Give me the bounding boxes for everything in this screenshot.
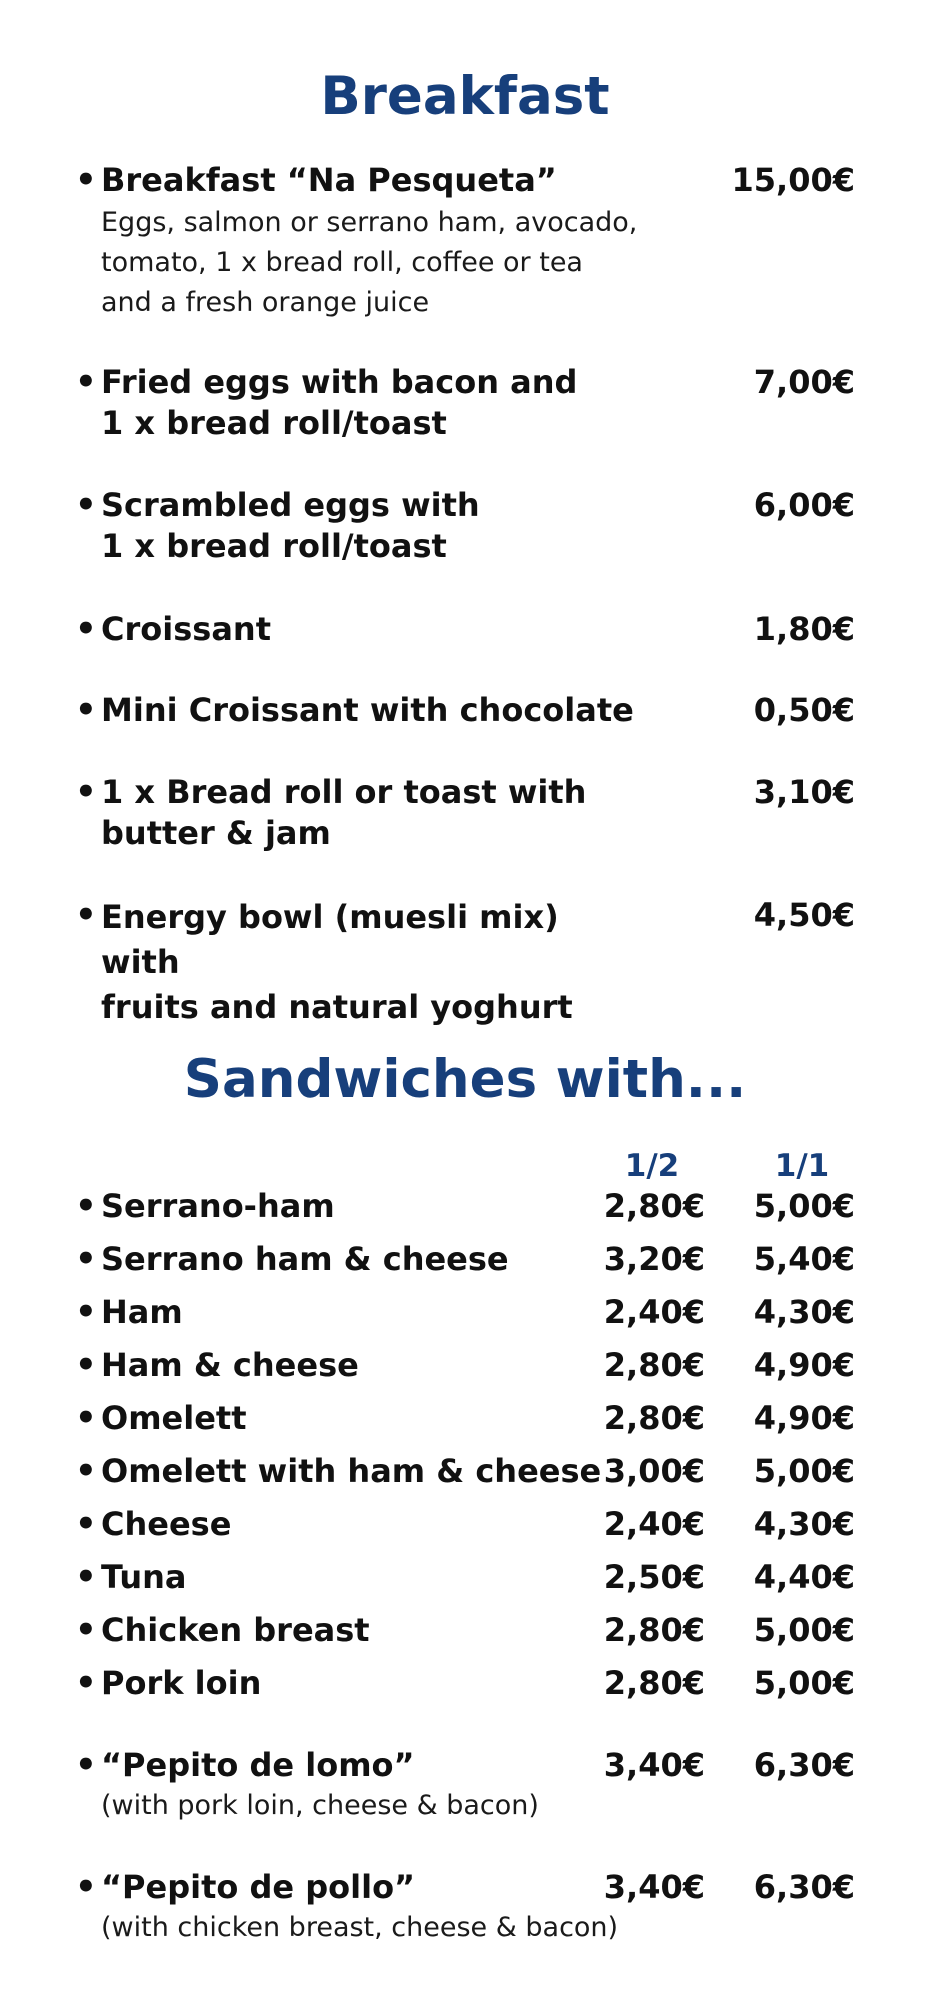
price-half: 2,80€ [603,1664,705,1702]
bullet: • [75,1557,97,1597]
price-half: 2,40€ [603,1505,705,1543]
menu-item [75,609,855,650]
item-price: 1,80€ [753,610,855,648]
price-half: 2,50€ [603,1558,705,1596]
price-full: 5,40€ [753,1240,855,1278]
bullet: • [75,1186,97,1226]
bullet: • [75,1239,97,1279]
price-full: 6,30€ [753,1746,855,1784]
price-half: 2,80€ [603,1611,705,1649]
price-full: 5,00€ [753,1611,855,1649]
item-price: 4,50€ [753,896,855,934]
item-name: Mini Croissant with chocolate [101,691,634,729]
menu-item [75,485,855,567]
price-half: 2,80€ [603,1346,705,1384]
item-name: Scrambled eggs with 1 x bread roll/toast [101,486,480,565]
sandwich-row [75,1292,855,1333]
price-half: 3,00€ [603,1452,705,1490]
sandwich-row [75,1451,855,1492]
sandwich-row [75,1867,855,1952]
bullet: • [75,485,97,525]
item-name: Omelett with ham & cheese [101,1452,602,1490]
price-full: 5,00€ [753,1452,855,1490]
bullet: • [75,362,97,402]
item-name: Tuna [101,1558,187,1596]
bullet: • [75,1745,97,1785]
sandwich-row [75,1398,855,1439]
price-half: 2,80€ [603,1399,705,1437]
bullet: • [75,1663,97,1703]
sandwich-row [75,1345,855,1386]
item-description: (with chicken breast, cheese & bacon) [101,1912,619,1943]
bullet: • [75,895,97,935]
menu-item [75,362,855,444]
item-name: Energy bowl (muesli mix) with fruits and natural yoghurt [101,898,573,1026]
price-full: 5,00€ [753,1187,855,1225]
sandwich-row [75,1239,855,1280]
item-description: (with pork loin, cheese & bacon) [101,1790,539,1821]
sandwich-row [75,1610,855,1651]
price-half: 3,20€ [603,1240,705,1278]
price-full: 4,30€ [753,1505,855,1543]
bullet: • [75,160,97,200]
sandwich-row [75,1663,855,1704]
item-name: “Pepito de pollo” [101,1868,416,1906]
price-full: 6,30€ [753,1868,855,1906]
menu-item [75,772,855,854]
bullet: • [75,1292,97,1332]
item-name: Ham [101,1293,183,1331]
bullet: • [75,772,97,812]
sandwich-row [75,1745,855,1830]
price-full: 4,30€ [753,1293,855,1331]
item-price: 6,00€ [753,486,855,524]
price-half: 2,80€ [603,1187,705,1225]
item-name: Serrano ham & cheese [101,1240,509,1278]
item-name: Serrano-ham [101,1187,335,1225]
item-name: Omelett [101,1399,247,1437]
sandwich-row [75,1504,855,1545]
price-full: 4,40€ [753,1558,855,1596]
sandwich-row [75,1557,855,1598]
column-header-full: 1/1 [774,1148,830,1184]
sandwiches-heading: Sandwiches with... [183,1049,747,1110]
item-price: 3,10€ [753,773,855,811]
item-description: Eggs, salmon or serrano ham, avocado, tomato, 1 x bread roll, coffee or tea and a fresh orange juice [101,207,638,318]
item-price: 0,50€ [753,691,855,729]
price-full: 4,90€ [753,1399,855,1437]
price-half: 3,40€ [603,1868,705,1906]
item-name: Pork loin [101,1664,262,1702]
menu-item [75,160,855,330]
bullet: • [75,1345,97,1385]
price-full: 5,00€ [753,1664,855,1702]
price-half: 3,40€ [603,1746,705,1784]
menu-item [75,690,855,731]
item-name: Croissant [101,610,271,648]
item-name: Ham & cheese [101,1346,359,1384]
item-name: 1 x Bread roll or toast with butter & jam [101,773,587,852]
bullet: • [75,1504,97,1544]
sandwich-row [75,1186,855,1227]
bullet: • [75,609,97,649]
item-price: 15,00€ [731,161,855,199]
bullet: • [75,1610,97,1650]
item-name: Fried eggs with bacon and 1 x bread roll/toast [101,363,578,442]
column-header-half: 1/2 [624,1148,680,1184]
bullet: • [75,1398,97,1438]
item-name: Cheese [101,1505,232,1543]
price-half: 2,40€ [603,1293,705,1331]
breakfast-heading: Breakfast [320,66,610,127]
item-name: Breakfast “Na Pesqueta” [101,161,557,199]
item-price: 7,00€ [753,363,855,401]
bullet: • [75,690,97,730]
item-name: “Pepito de lomo” [101,1746,415,1784]
item-name: Chicken breast [101,1611,370,1649]
bullet: • [75,1867,97,1907]
bullet: • [75,1451,97,1491]
price-full: 4,90€ [753,1346,855,1384]
menu-item [75,895,855,1026]
